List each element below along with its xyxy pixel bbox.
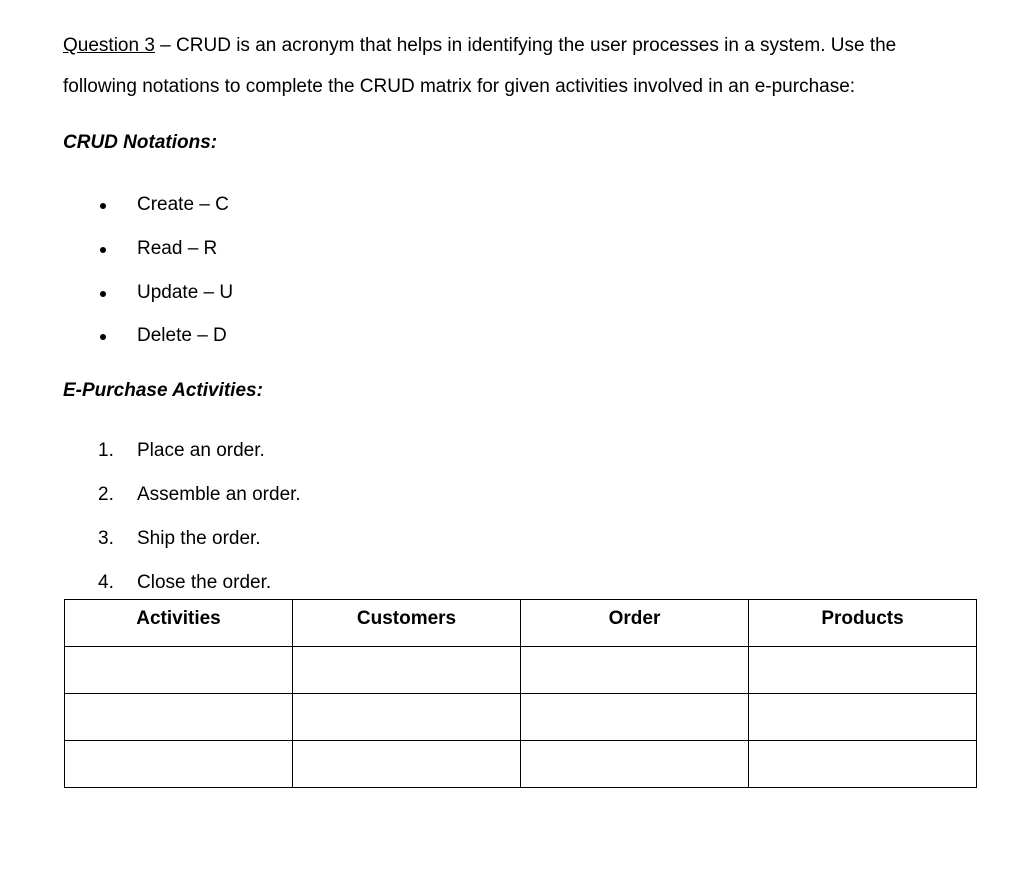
- activity-text: Assemble an order.: [137, 484, 301, 505]
- table-cell[interactable]: [65, 647, 293, 694]
- question-label: Question 3: [63, 35, 155, 56]
- bullet-icon: [100, 247, 106, 253]
- column-header-activities: Activities: [65, 600, 293, 647]
- activity-number: 3.: [98, 528, 114, 549]
- notation-text: Read – R: [137, 238, 218, 259]
- column-header-products: Products: [749, 600, 977, 647]
- notations-heading: CRUD Notations:: [63, 132, 218, 153]
- activity-text: Place an order.: [137, 440, 265, 461]
- column-header-order: Order: [521, 600, 749, 647]
- notation-text: Delete – D: [137, 325, 227, 346]
- table-cell[interactable]: [293, 694, 521, 741]
- table-row: [65, 694, 977, 741]
- bullet-icon: [100, 291, 106, 297]
- activities-heading: E-Purchase Activities:: [63, 380, 263, 401]
- activity-number: 4.: [98, 572, 114, 593]
- bullet-icon: [100, 334, 106, 340]
- table-cell[interactable]: [521, 647, 749, 694]
- table-cell[interactable]: [749, 694, 977, 741]
- column-header-customers: Customers: [293, 600, 521, 647]
- question-line-2: following notations to complete the CRUD matrix for given activities involved in an e-purchase:: [63, 76, 856, 97]
- activity-text: Close the order.: [137, 572, 272, 593]
- notation-text: Create – C: [137, 194, 229, 215]
- table-cell[interactable]: [65, 694, 293, 741]
- crud-matrix-table: [64, 599, 977, 788]
- table-row: [65, 647, 977, 694]
- notation-text: Update – U: [137, 282, 234, 303]
- table-header-row: [65, 600, 977, 647]
- table-cell[interactable]: [749, 741, 977, 788]
- table-cell[interactable]: [749, 647, 977, 694]
- table-cell[interactable]: [521, 741, 749, 788]
- question-text-1: – CRUD is an acronym that helps in identifying the user processes in a system. Use the: [154, 35, 897, 56]
- table-row: [65, 741, 977, 788]
- activity-number: 1.: [98, 440, 114, 461]
- question-line-1: [63, 34, 896, 58]
- table-cell[interactable]: [65, 741, 293, 788]
- activity-number: 2.: [98, 484, 114, 505]
- table-cell[interactable]: [521, 694, 749, 741]
- bullet-icon: [100, 203, 106, 209]
- table-cell[interactable]: [293, 647, 521, 694]
- table-cell[interactable]: [293, 741, 521, 788]
- activity-text: Ship the order.: [137, 528, 261, 549]
